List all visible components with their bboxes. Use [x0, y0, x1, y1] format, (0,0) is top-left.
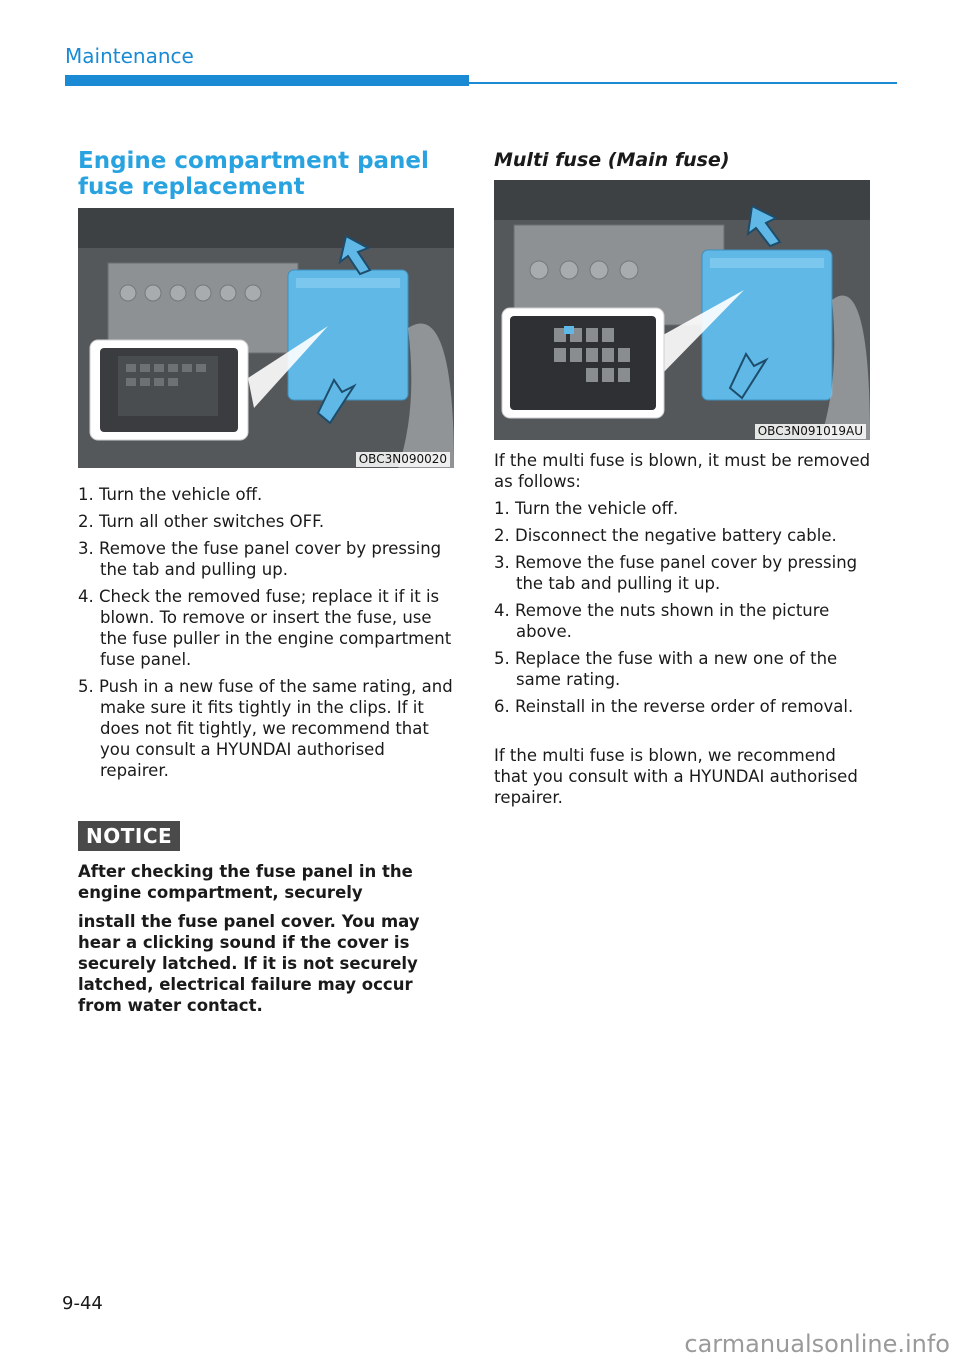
multi-fuse-closing: If the multi fuse is blown, we recommend that you consult with a HYUNDAI authorised repairer.: [494, 746, 858, 807]
step-item: 6. Reinstall in the reverse order of removal.: [494, 697, 854, 716]
section-title-multi-fuse: Multi fuse (Main fuse): [494, 149, 730, 171]
step-item: 3. Remove the fuse panel cover by pressing the tab and pulling it up.: [494, 553, 858, 593]
step-item: 5. Replace the fuse with a new one of the same rating.: [494, 649, 838, 689]
step-item: 5. Push in a new fuse of the same rating, and make sure it fits tightly in the clips. If it does not fit tightly, we recommend that you consult a HYUNDAI authorised repairer.: [78, 677, 453, 780]
watermark: carmanualsonline.info: [684, 1330, 950, 1358]
multi-fuse-steps: [494, 498, 874, 717]
engine-fuse-steps: [78, 484, 458, 781]
notice-text: install the fuse panel cover. You may hear a clicking sound if the cover is securely latched. If it is not securely latched, electrical failure may occur from water contact.: [78, 912, 420, 1015]
multi-fuse-illustration: [494, 180, 870, 440]
step-item: 2. Disconnect the negative battery cable.: [494, 526, 837, 545]
step-item: 1. Turn the vehicle off.: [78, 485, 263, 504]
page-number: 9-44: [62, 1293, 103, 1314]
header-rule-thin: [469, 82, 897, 84]
right-column: [494, 148, 874, 814]
multi-fuse-intro: If the multi fuse is blown, it must be removed as follows:: [494, 451, 871, 491]
step-item: 1. Turn the vehicle off.: [494, 499, 679, 518]
multi-fuse-photo: [494, 180, 870, 440]
header-title: Maintenance: [65, 44, 194, 68]
engine-fuse-photo: [78, 208, 454, 468]
engine-bay-illustration: [78, 208, 454, 468]
notice-badge: NOTICE: [78, 821, 180, 851]
step-item: 3. Remove the fuse panel cover by pressing the tab and pulling up.: [78, 539, 442, 579]
figure-code: OBC3N090020: [356, 452, 450, 467]
figure-code: OBC3N091019AU: [755, 424, 866, 439]
notice-text: After checking the fuse panel in the engine compartment, securely: [78, 862, 413, 902]
left-column: [78, 148, 458, 1024]
step-item: 4. Check the removed fuse; replace it if it is blown. To remove or insert the fuse, use the fuse puller in the engine compartment fuse panel.: [78, 587, 452, 669]
step-item: 2. Turn all other switches OFF.: [78, 512, 325, 531]
section-title-engine-fuse: Engine compartment panel fuse replacement: [78, 148, 429, 200]
header-rule-thick: [65, 75, 469, 86]
step-item: 4. Remove the nuts shown in the picture above.: [494, 601, 830, 641]
